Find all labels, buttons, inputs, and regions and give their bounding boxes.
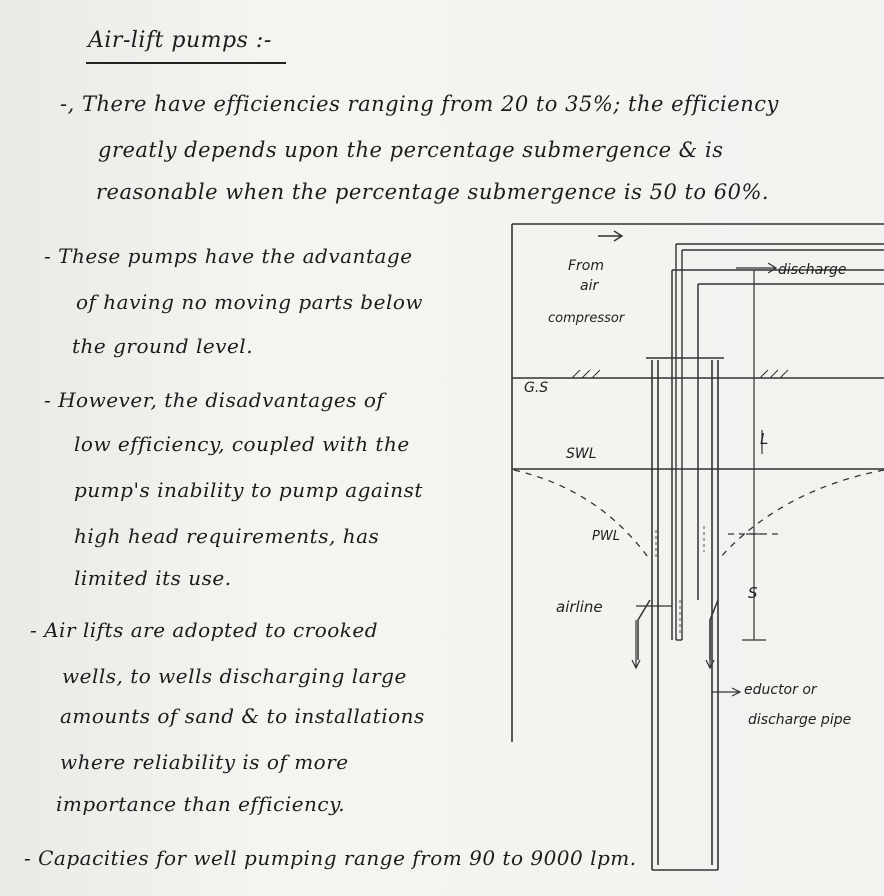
air-arrow-icon [598,231,622,241]
screen-dots [656,526,704,636]
label-s: S [748,584,758,602]
discharge-arrow-icon [736,263,776,273]
para1-line3: reasonable when the percentage submergence is 50 to 60%. [96,180,770,204]
label-l: L [760,430,769,448]
label-from: From [568,258,605,274]
ground-hatch-right [760,370,788,378]
label-gs: G.S [524,380,549,396]
para4-line5: importance than efficiency. [56,792,346,816]
para1-line2: greatly depends upon the percentage submergence & is [98,138,724,162]
air-line [676,244,884,640]
eductor-arrow-icon [712,688,740,696]
para3-line4: high head requirements, has [74,524,380,548]
para1-line1: -, There have efficiencies ranging from 20 to 35%; the efficiency [60,92,779,116]
para4-line2: wells, to wells discharging large [62,664,407,688]
para2-line3: the ground level. [72,334,254,358]
eductor-pipe [638,270,884,660]
label-discharge: discharge [778,262,847,278]
para3-line5: limited its use. [74,566,232,590]
page-title: Air-lift pumps :- [88,28,272,53]
down-arrow-left-icon [632,620,640,668]
para4-line3: amounts of sand & to installations [60,704,425,728]
label-eductor: eductor or [744,682,817,698]
label-airline: airline [556,598,603,616]
drawdown-curve-left [514,470,650,560]
ground-hatch-left [572,370,600,378]
para4-line4: where reliability is of more [60,750,349,774]
label-discharge-pipe: discharge pipe [748,712,852,728]
para2-line1: - These pumps have the advantage [44,244,413,268]
label-pwl: PWL [592,529,620,544]
para3-line3: pump's inability to pump against [74,478,423,502]
para4-line1: - Air lifts are adopted to crooked [30,618,379,642]
label-air: air [580,278,599,294]
label-swl: SWL [566,446,597,462]
para5-line1: - Capacities for well pumping range from 90 to 9000 lpm. [24,846,637,870]
para3-line1: - However, the disadvantages of [44,388,385,412]
para3-line2: low efficiency, coupled with the [74,432,410,456]
drawdown-curve-right [718,470,884,560]
label-compressor: compressor [548,311,625,326]
para2-line2: of having no moving parts below [76,290,424,314]
